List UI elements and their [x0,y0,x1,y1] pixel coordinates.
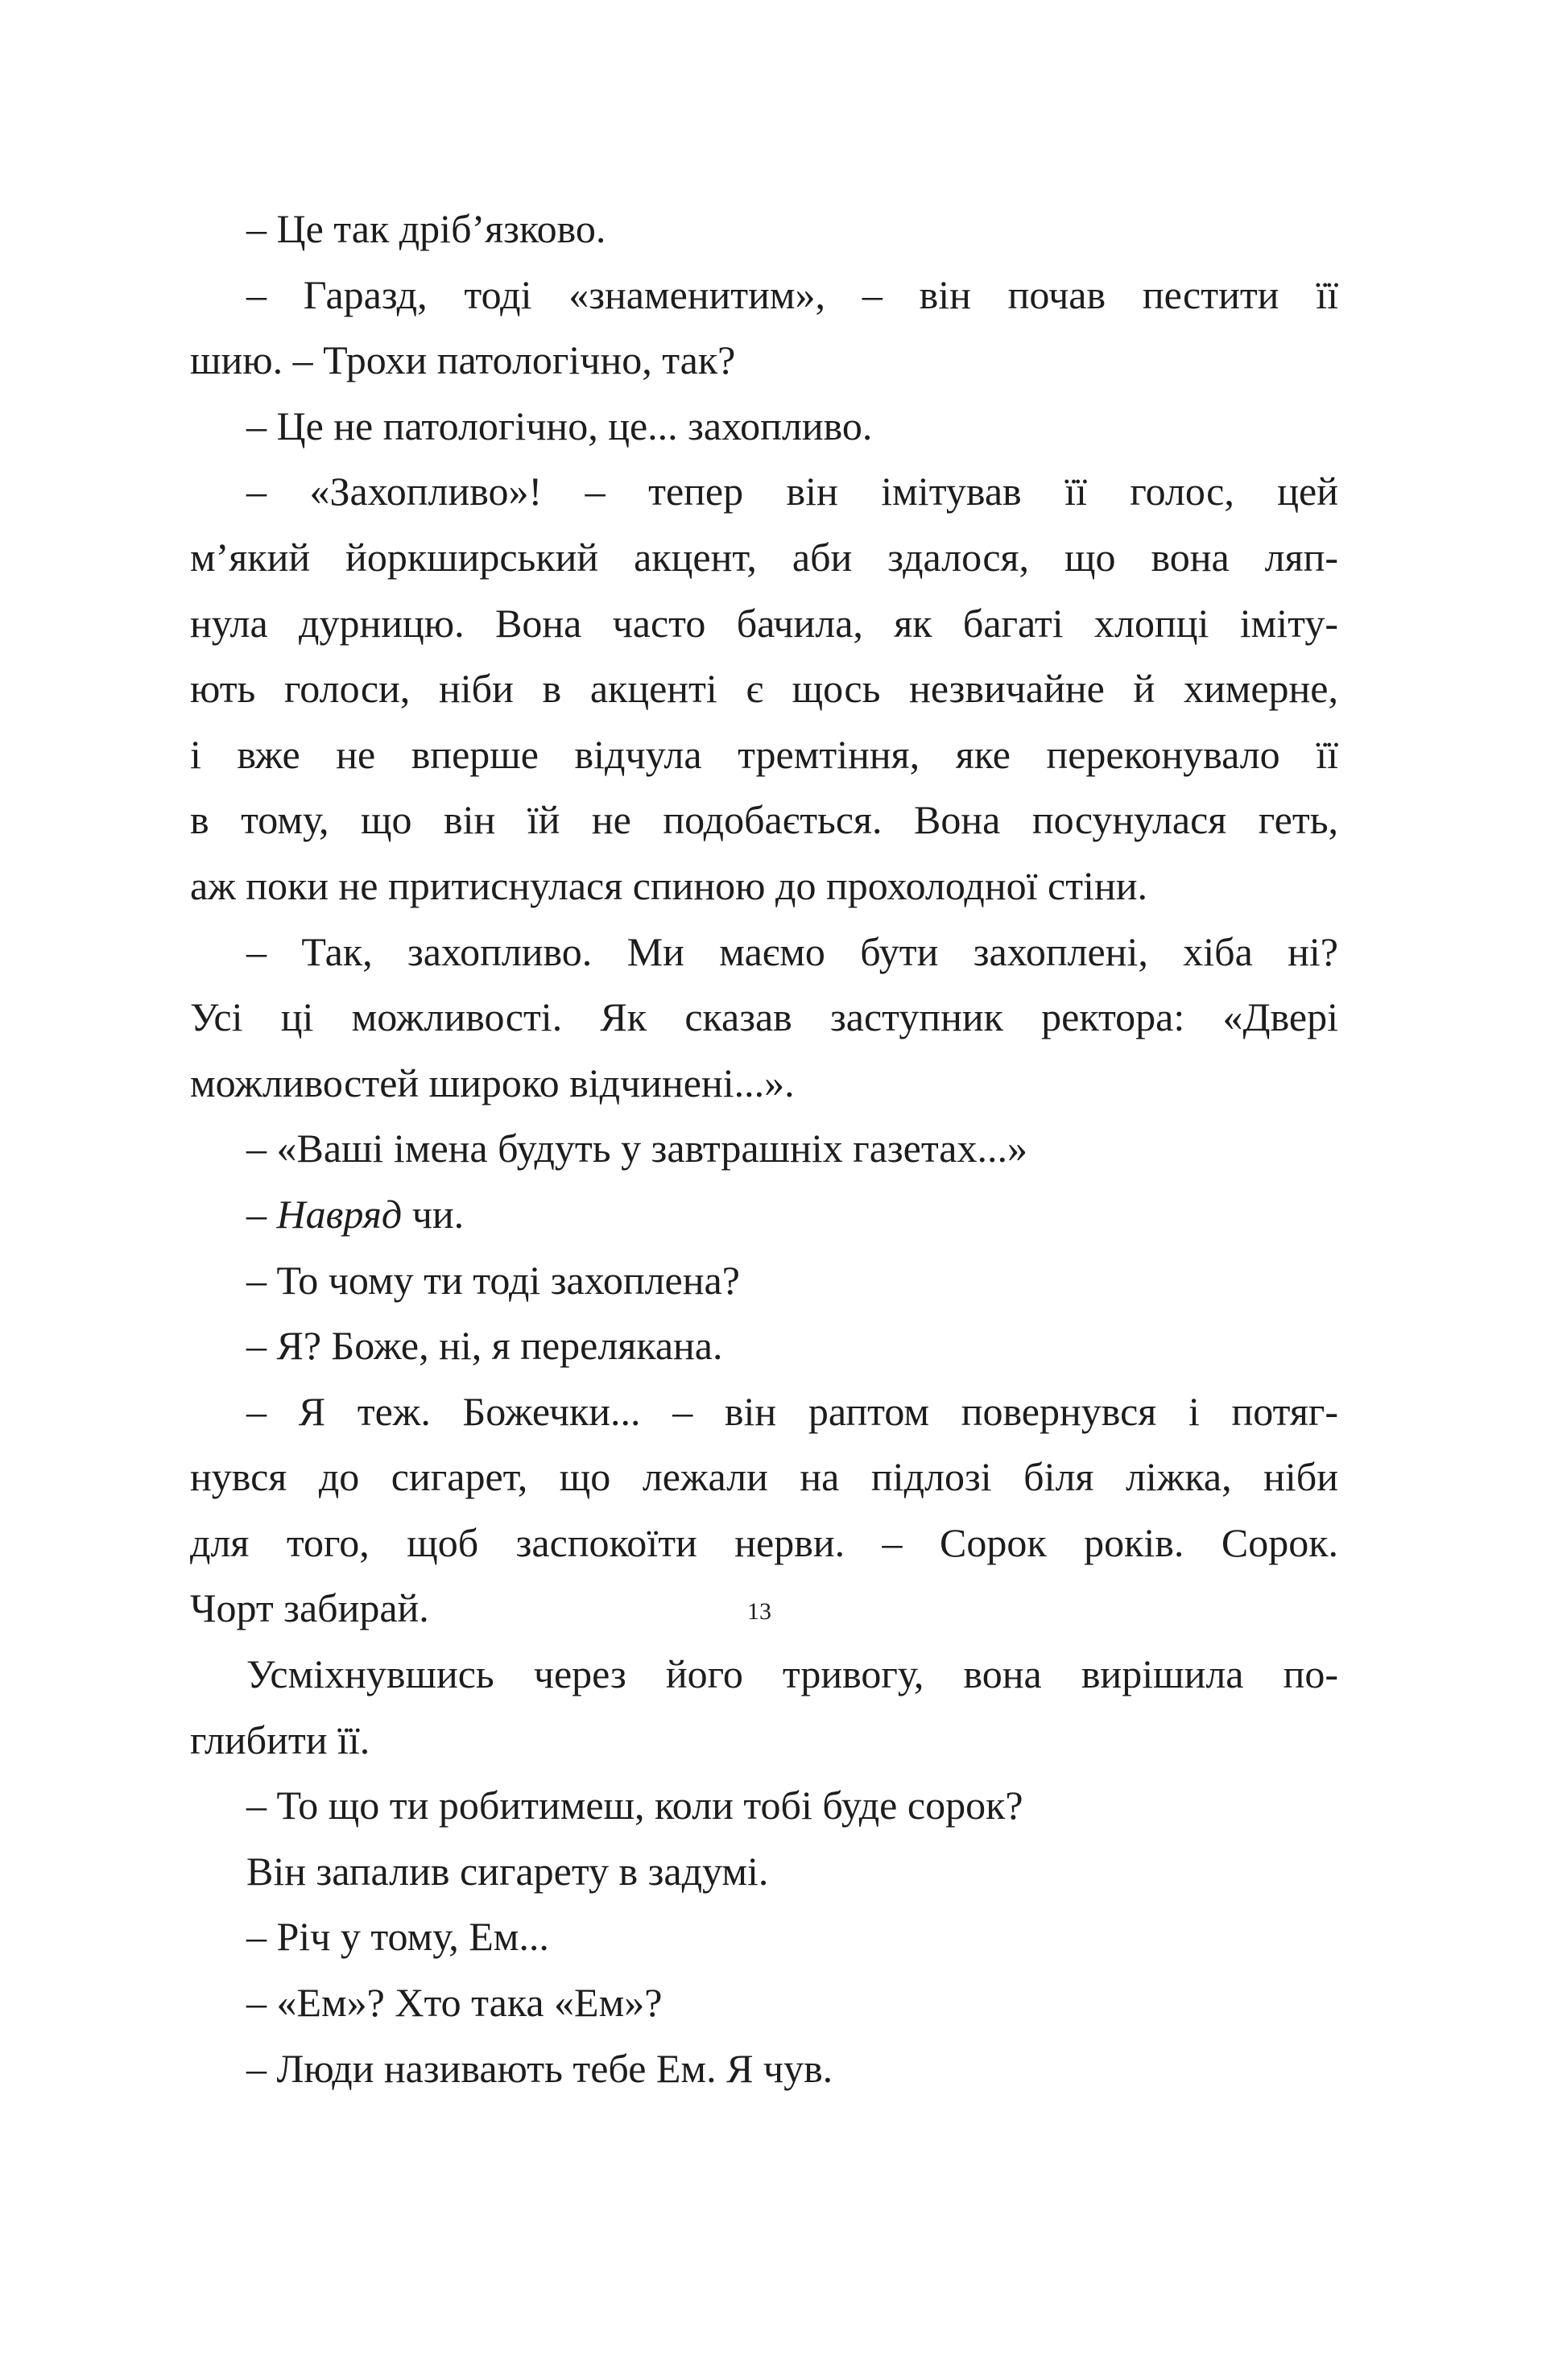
italic-text: Навряд [276,1191,403,1237]
text-line: – Я теж. Божечки... – він раптом повернувся і потяг- [246,1388,1338,1434]
text-line: м’який йоркширський акцент, аби здалося, що вона ляп- [190,534,1338,580]
text-line: – То що ти робитимеш, коли тобі буде сорок? [246,1783,1023,1828]
text-line: – «Ем»? Хто така «Ем»? [246,1980,663,2026]
text-line: можливостей широко відчинені...». [190,1060,795,1105]
text-line: Усміхнувшись через його тривогу, вона вирішила по- [246,1651,1338,1697]
text-span: – [246,1191,277,1237]
text-line: – Річ у тому, Ем... [246,1914,549,1960]
text-line: і вже не вперше відчула тремтіння, яке переконувало її [190,731,1338,777]
text-line: нула дурницю. Вона часто бачила, як багаті хлопці іміту- [190,600,1338,646]
text-line: глибити її. [190,1717,370,1762]
text-line [190,1182,1338,1248]
text-line: шию. – Трохи патологічно, так? [190,337,736,383]
body-text [190,196,1338,2101]
text-line: – Я? Боже, ні, я перелякана. [246,1323,723,1369]
text-line: – «Ваші імена будуть у завтрашніх газетах...» [246,1126,1027,1171]
text-line: Чорт забирай. [190,1585,429,1631]
text-line: – Гаразд, тоді «знаменитим», – він почав пестити її [246,271,1338,317]
text-line: для того, щоб заспокоїти нерви. – Сорок років. Сорок. [190,1519,1338,1565]
text-line: нувся до сигарет, що лежали на підлозі біля ліжка, ніби [190,1454,1338,1500]
text-line: аж поки не притиснулася спиною до прохолодної стіни. [190,862,1147,908]
text-line: Усі ці можливості. Як сказав заступник ректора: «Двері [190,994,1338,1040]
text-span: чи. [402,1191,465,1237]
text-line: – Люди називають тебе Ем. Я чув. [246,2045,833,2091]
text-line: – То чому ти тоді захоплена? [246,1257,740,1303]
text-line: – Так, захопливо. Ми маємо бути захоплені, хіба ні? [246,928,1338,974]
page-number: 13 [747,1598,771,1625]
text-line: – Це не патологічно, це... захопливо. [246,403,873,448]
text-line: – «Захопливо»! – тепер він імітував її голос, цей [246,469,1338,514]
text-line: – Це так дріб’язково. [246,206,606,251]
text-line: в тому, що він їй не подобається. Вона посунулася геть, [190,797,1338,843]
text-line: Він запалив сигарету в задумі. [246,1848,769,1894]
text-line: ють голоси, ніби в акценті є щось незвичайне й химерне, [190,666,1338,712]
